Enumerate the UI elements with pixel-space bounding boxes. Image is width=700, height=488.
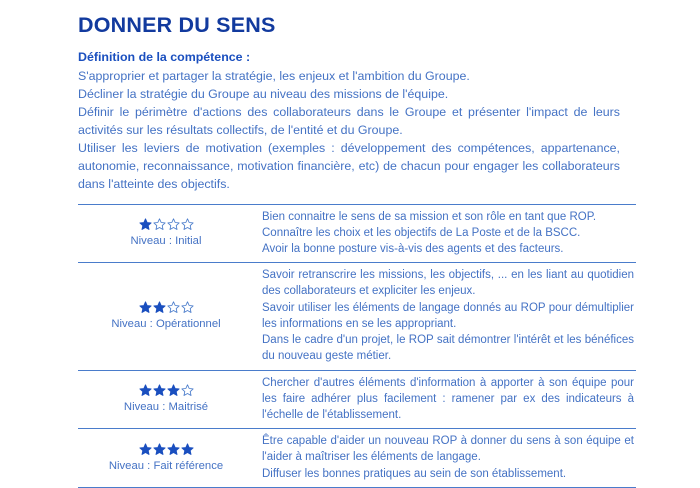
description-cell bbox=[254, 204, 636, 263]
star-filled-icon bbox=[167, 384, 180, 397]
description-line: Connaître les choix et les objectifs de La Poste et de la BSCC. bbox=[262, 226, 581, 239]
star-empty-icon bbox=[181, 218, 194, 231]
star-rating bbox=[82, 301, 250, 314]
star-empty-icon bbox=[167, 218, 180, 231]
star-empty-icon bbox=[181, 384, 194, 397]
definition-block bbox=[78, 49, 620, 194]
star-filled-icon bbox=[139, 301, 152, 314]
star-rating bbox=[82, 443, 250, 456]
table-row bbox=[78, 263, 636, 370]
level-label: Niveau : Initial bbox=[130, 235, 202, 248]
description-line: Avoir la bonne posture vis-à-vis des agents et des facteurs. bbox=[262, 243, 564, 256]
level-label: Niveau : Maitrisé bbox=[123, 400, 209, 413]
star-filled-icon bbox=[139, 384, 152, 397]
levels-table bbox=[78, 204, 636, 488]
definition-line: S'approprier et partager la stratégie, les enjeux et l'ambition du Groupe. bbox=[78, 68, 470, 83]
star-filled-icon bbox=[153, 384, 166, 397]
description-line: Savoir utiliser les éléments de langage donnés au ROP pour démultiplier les informations en se les appropriant. bbox=[262, 301, 634, 330]
definition-line: Utiliser les leviers de motivation (exemples : développement des compétences, appartenance, autonomie, reconnaissance, motivation financière, etc) de chacun pour engager les collaborateurs dans l'atteinte des objectifs. bbox=[78, 140, 620, 191]
description-line: Diffuser les bonnes pratiques au sein de son établissement. bbox=[262, 467, 567, 480]
star-filled-icon bbox=[139, 443, 152, 456]
level-cell bbox=[78, 263, 254, 370]
star-filled-icon bbox=[167, 443, 180, 456]
page-title: DONNER DU SENS bbox=[78, 13, 276, 37]
description-line: Savoir retranscrire les missions, les objectifs, ... en les liant au quotidien des collaborateurs et expliciter les enjeux. bbox=[262, 269, 634, 298]
description-line: Chercher d'autres éléments d'information à apporter à son équipe pour les faire adhérer plus facilement : ramener par ex des indicateurs à l'échelle de l'établissement. bbox=[262, 376, 634, 421]
description-cell bbox=[254, 370, 636, 429]
star-empty-icon bbox=[167, 301, 180, 314]
level-cell bbox=[78, 370, 254, 429]
table-row bbox=[78, 370, 636, 429]
definition-line: Définir le périmètre d'actions des collaborateurs dans le Groupe et présenter l'impact de leurs activités sur les résultats collectifs, de l'entité et du Groupe. bbox=[78, 104, 620, 137]
star-empty-icon bbox=[153, 218, 166, 231]
levels-table-body bbox=[78, 204, 636, 487]
star-filled-icon bbox=[181, 443, 194, 456]
description-line: Être capable d'aider un nouveau ROP à donner du sens à son équipe et l'aider à maîtriser les éléments de langage. bbox=[262, 435, 634, 464]
level-cell bbox=[78, 204, 254, 263]
description-cell bbox=[254, 429, 636, 488]
star-rating bbox=[82, 218, 250, 231]
star-filled-icon bbox=[153, 443, 166, 456]
level-label: Niveau : Fait référence bbox=[108, 459, 224, 472]
table-row bbox=[78, 204, 636, 263]
description-line: Dans le cadre d'un projet, le ROP sait démontrer l'intérêt et les bénéfices du nouveau geste métier. bbox=[262, 334, 634, 363]
level-cell bbox=[78, 429, 254, 488]
star-filled-icon bbox=[153, 301, 166, 314]
star-filled-icon bbox=[139, 218, 152, 231]
star-rating bbox=[82, 384, 250, 397]
star-empty-icon bbox=[181, 301, 194, 314]
description-cell bbox=[254, 263, 636, 370]
description-line: Bien connaitre le sens de sa mission et son rôle en tant que ROP. bbox=[262, 210, 597, 223]
definition-heading: Définition de la compétence : bbox=[78, 49, 251, 64]
level-label: Niveau : Opérationnel bbox=[111, 318, 221, 331]
definition-line: Décliner la stratégie du Groupe au niveau des missions de l'équipe. bbox=[78, 86, 449, 101]
table-row bbox=[78, 429, 636, 488]
content-column bbox=[78, 0, 634, 488]
